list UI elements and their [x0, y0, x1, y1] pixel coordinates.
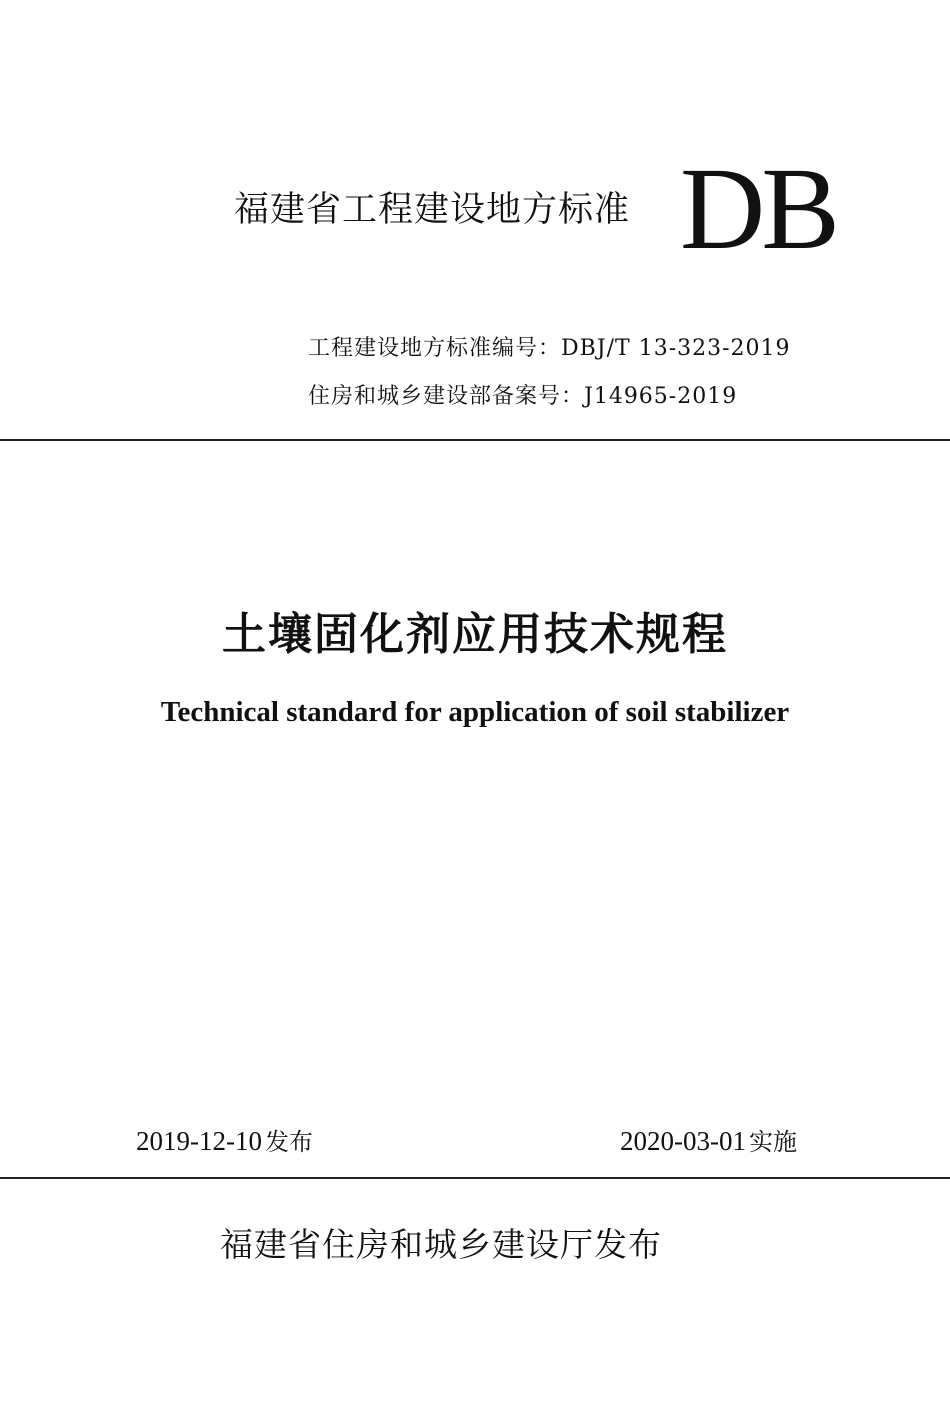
standard-type-heading: 福建省工程建设地方标准 [234, 190, 631, 230]
effective-date: 2020-03-01 [620, 1126, 746, 1156]
bottom-divider [0, 1177, 950, 1179]
issue-label: 发布 [264, 1128, 313, 1156]
db-standard-mark: DB [680, 143, 836, 274]
effective-date-group [620, 1124, 797, 1159]
document-title-chinese: 土壤固化剂应用技术规程 [222, 609, 728, 660]
issue-date-group [136, 1124, 313, 1159]
issue-date: 2019-12-10 [136, 1126, 262, 1156]
document-title-english: Technical standard for application of soil stabilizer [160, 696, 790, 728]
top-divider [0, 439, 950, 441]
record-number-line: 住房和城乡建设部备案号：J14965-2019 [308, 384, 738, 409]
issuing-authority: 福建省住房和城乡建设厅发布 [220, 1225, 662, 1264]
effective-label: 实施 [748, 1128, 797, 1156]
standard-code-line: 工程建设地方标准编号：DBJ/T 13-323-2019 [308, 336, 791, 361]
